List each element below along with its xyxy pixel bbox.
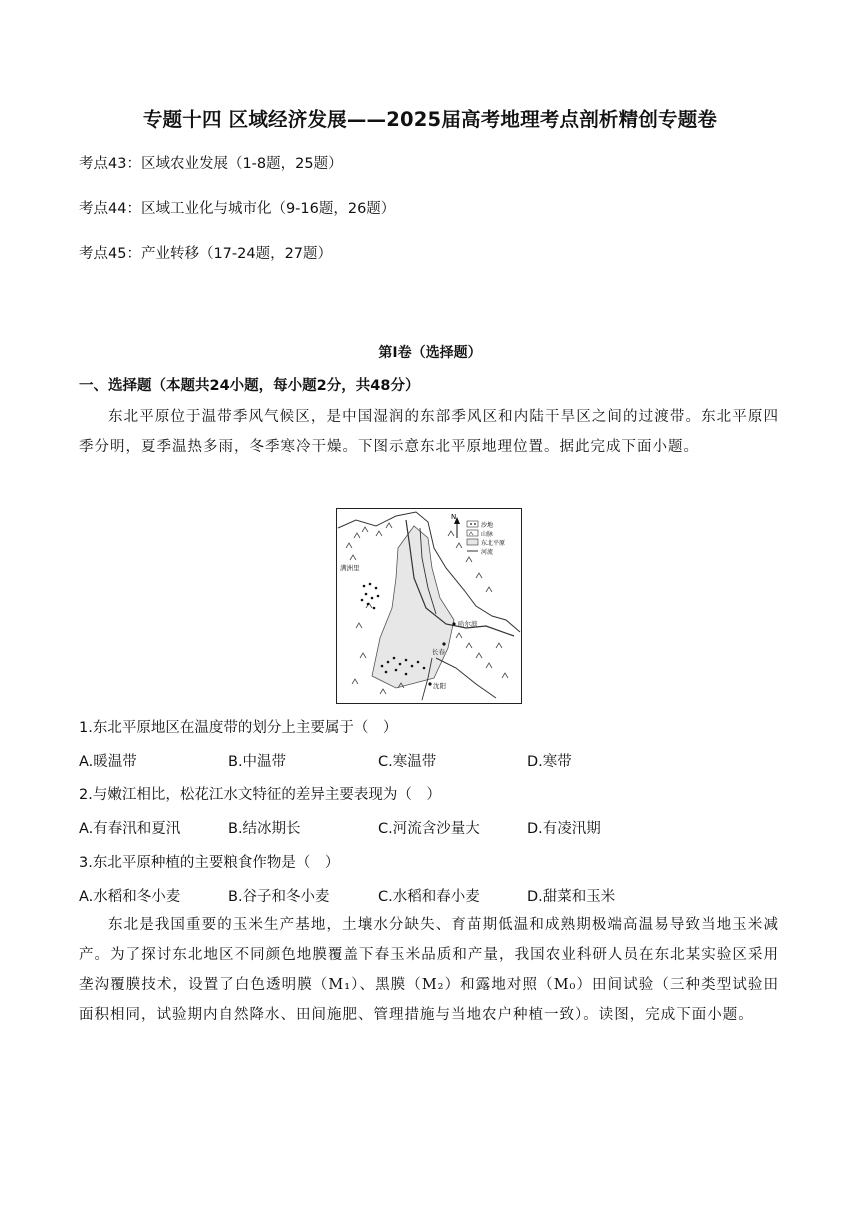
question-3-stem: 3.东北平原种植的主要粮食作物是（ ） <box>79 855 340 871</box>
question-2-option-b[interactable]: B.结冰期长 <box>228 821 301 837</box>
question-2-option-d[interactable]: D.有凌汛期 <box>527 821 601 837</box>
place-shenyang: 沈阳 <box>433 682 446 690</box>
question-3-option-d[interactable]: D.甜菜和玉米 <box>527 889 616 905</box>
question-2-option-c[interactable]: C.河流含沙量大 <box>378 821 480 837</box>
question-1-option-b[interactable]: B.中温带 <box>228 754 287 770</box>
document-title: 专题十四 区域经济发展——2025届高考地理考点剖析精创专题卷 <box>142 108 718 131</box>
question-1-stem: 1.东北平原地区在温度带的划分上主要属于（ ） <box>79 720 398 736</box>
kaodian-45: 考点45：产业转移（17-24题，27题） <box>79 246 333 262</box>
question-2-stem: 2.与嫩江相比，松花江水文特征的差异主要表现为（ ） <box>79 787 441 803</box>
volume-title: 第I卷（选择题） <box>378 345 482 361</box>
question-1-option-a[interactable]: A.暖温带 <box>79 754 137 770</box>
legend-mountain: 山脉 <box>481 531 494 538</box>
kaodian-44: 考点44：区域工业化与城市化（9-16题，26题） <box>79 201 396 217</box>
intro-paragraph-2: 东北是我国重要的玉米生产基地，土壤水分缺失、育苗期低温和成熟期极端高温易导致当地玉米减产。为了探讨东北地区不同颜色地膜覆盖下春玉米品质和产量，我国农业科研人员在东北某实验区采用垄沟覆膜技术，设置了白色透明膜（M₁）、黑膜（M₂）和露地对照（M₀）田间试验（三种类型试验田面积相同，试验期内自然降水、田间施肥、管理措施与当地农户种植一致）。读图，完成下面小题。 <box>79 917 779 1023</box>
question-1-option-c[interactable]: C.寒温带 <box>378 754 437 770</box>
intro-paragraph-1: 东北平原位于温带季风气候区，是中国湿润的东部季风区和内陆干旱区之间的过渡带。东北平原四季分明，夏季温热多雨，冬季寒冷干燥。下图示意东北平原地理位置。据此完成下面小题。 <box>79 409 779 455</box>
question-3-option-c[interactable]: C.水稻和春小麦 <box>378 889 480 905</box>
section-title: 一、选择题（本题共24小题，每小题2分，共48分） <box>79 378 420 394</box>
legend-river: 河流 <box>481 549 494 556</box>
place-harbin: 哈尔滨 <box>458 620 478 628</box>
north-label: N <box>451 513 457 521</box>
question-1-option-d[interactable]: D.寒带 <box>527 754 572 770</box>
question-3-option-a[interactable]: A.水稻和冬小麦 <box>79 889 181 905</box>
legend-plain: 东北平原 <box>481 540 506 547</box>
northeast-plain-map <box>336 508 522 704</box>
question-2-option-a[interactable]: A.有春汛和夏汛 <box>79 821 181 837</box>
question-3-option-b[interactable]: B.谷子和冬小麦 <box>228 889 330 905</box>
place-manzhouli: 满洲里 <box>340 564 360 572</box>
legend-sand: 沙地 <box>481 522 494 529</box>
place-changchun: 长春 <box>432 648 445 656</box>
kaodian-43: 考点43：区域农业发展（1-8题，25题） <box>79 156 343 172</box>
